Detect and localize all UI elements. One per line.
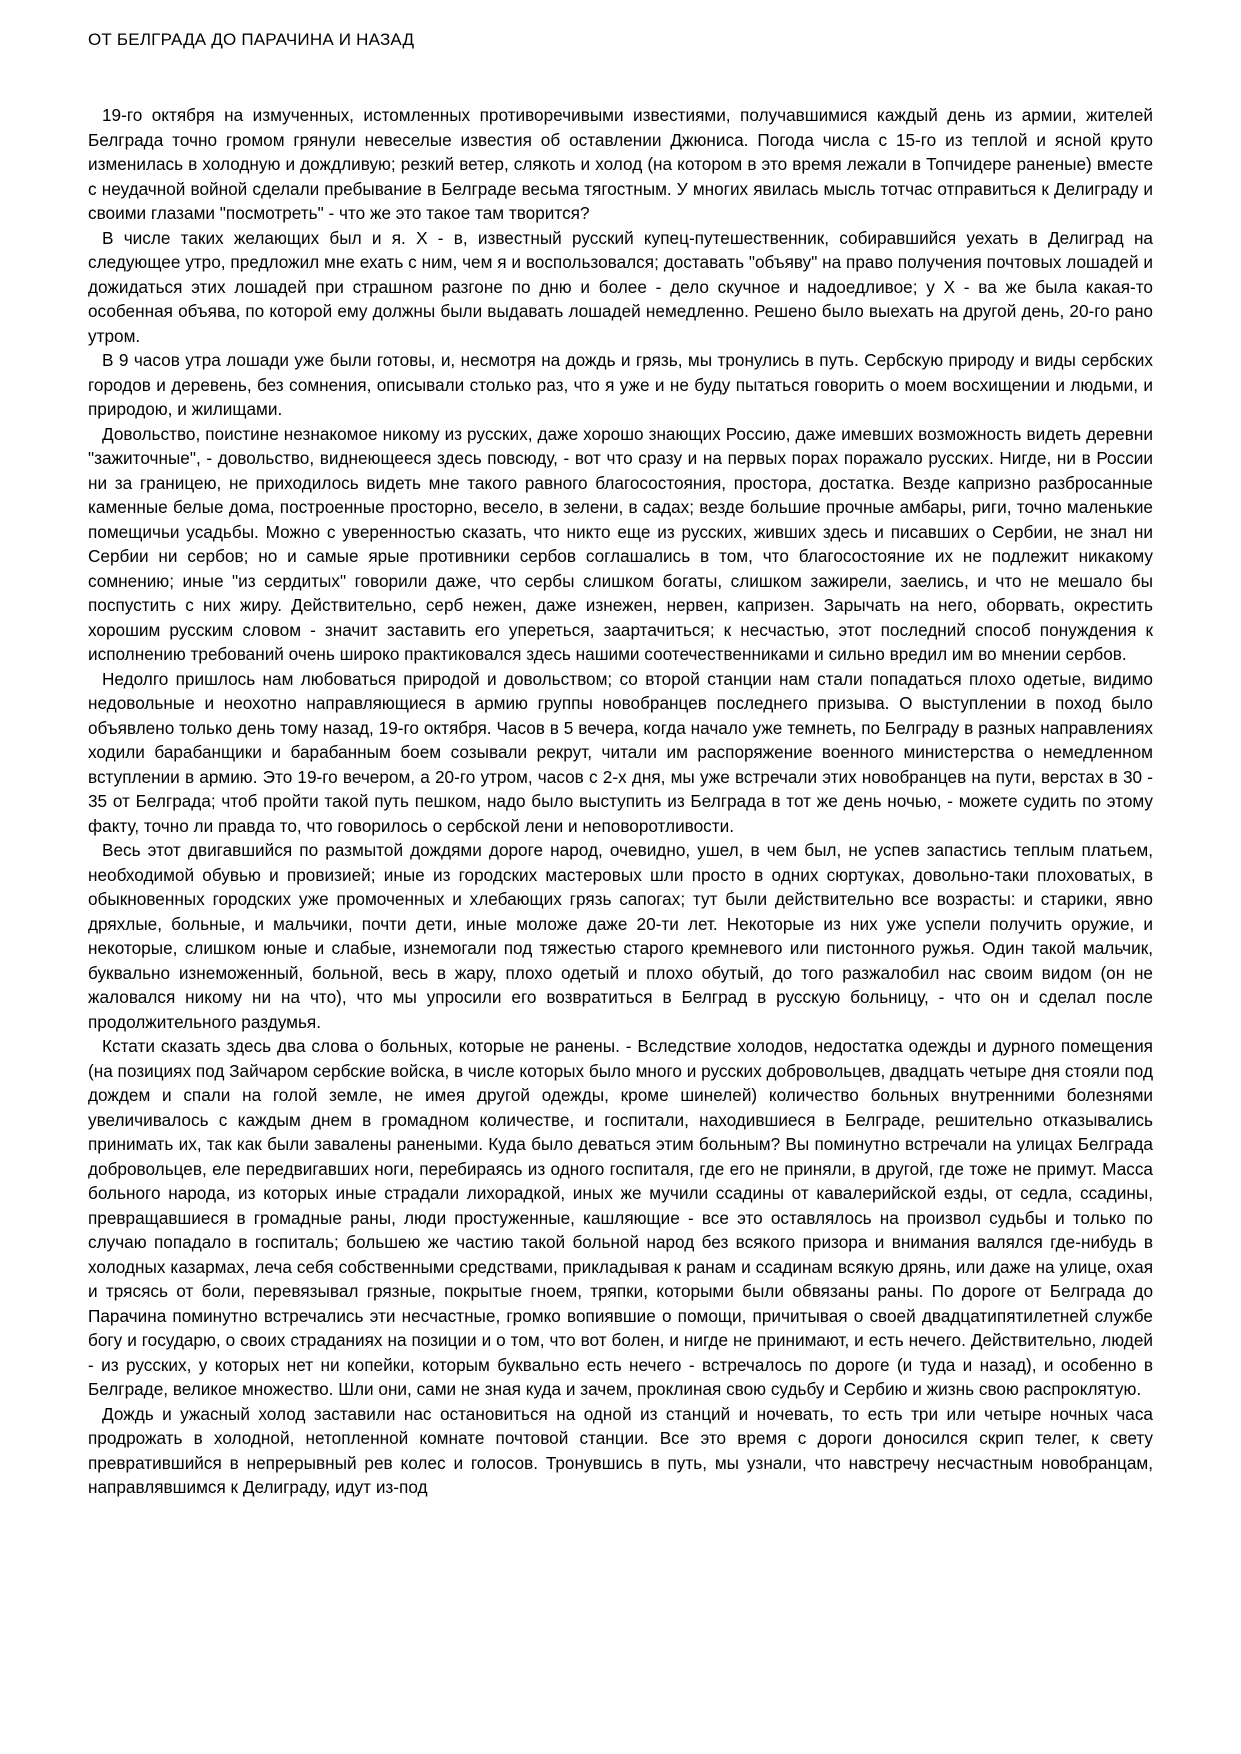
paragraph: Недолго пришлось нам любоваться природой и довольством; со второй станции нам стали попадаться плохо одетые, видимо недовольные и неохотно направляющиеся в армию группы новобранцев последнего призыва. О выступлении в поход было объявлено только день тому назад, 19-го октября. Часов в 5 вечера, когда начало уже темнеть, по Белграду в разных направлениях ходили барабанщики и барабанным боем созывали рекрут, читали им распоряжение военного министерства о немедленном вступлении в армию. Это 19-го вечером, а 20-го утром, часов с 2-х дня, мы уже встречали этих новобранцев на пути, верстах в 30 - 35 от Белграда; чтоб пройти такой путь пешком, надо было выступить из Белграда в тот же день ночью, - можете судить по этому факту, точно ли правда то, что говорилось о сербской лени и неповоротливости. <box>88 668 1153 836</box>
paragraph: Дождь и ужасный холод заставили нас остановиться на одной из станций и ночевать, то есть три или четыре ночных часа продрожать в холодной, нетопленной комнате почтовой станции. Все это время с дороги доносился скрип телег, к свету превратившийся в непрерывный рев колес и голосов. Тронувшись в путь, мы узнали, что навстречу несчастным новобранцам, направлявшимся к Делиграду, идут из-под <box>88 1403 1153 1497</box>
paragraph: 19-го октября на измученных, истомленных противоречивыми известиями, получавшимися каждый день из армии, жителей Белграда точно громом грянули невеселые известия об оставлении Джюниса. Погода числа с 15-го из теплой и ясной круто изменилась в холодную и дождливую; резкий ветер, слякоть и холод (на котором в это время лежали в Топчидере раненые) вместе с неудачной войной сделали пребывание в Белграде весьма тягостным. У многих явилась мысль тотчас отправиться к Делиграду и своими глазами "посмотреть" - что же это такое там творится? <box>88 105 1153 223</box>
paragraph: В 9 часов утра лошади уже были готовы, и, несмотря на дождь и грязь, мы тронулись в путь. Сербскую природу и виды сербских городов и деревень, без сомнения, описывали столько раз, что я уже и не буду пытаться говорить о моем восхищении и людьми, и природою, и жилищами. <box>88 350 1153 419</box>
paragraph: Довольство, поистине незнакомое никому из русских, даже хорошо знающих Россию, даже имевших возможность видеть деревни "зажиточные", - довольство, виднеющееся здесь повсюду, - вот что сразу и на первых порах поражало русских. Нигде, ни в России ни за границею, не приходилось видеть мне такого равного благосостояния, простора, достатка. Везде капризно разбросанные каменные белые дома, построенные просторно, весело, в зелени, в садах; везде большие прочные амбары, риги, точно маленькие помещичьи усадьбы. Можно с уверенностью сказать, что никто еще из русских, живших здесь и писавших о Сербии, не знал ни Сербии ни сербов; но и самые ярые противники сербов соглашались в том, что благосостояние их не подлежит никакому сомнению; иные "из сердитых" говорили даже, что сербы слишком богаты, слишком зажирели, заелись, и что не мешало бы поспустить с них жиру. Действительно, серб нежен, даже изнежен, нервен, капризен. Зарычать на него, оборвать, окрестить хорошим русским словом - значит заставить его упереться, заартачиться; к несчастью, этот последний способ понуждения к исполнению требований очень широко практиковался здесь нашими соотечественниками и сильно вредил им во мнении сербов. <box>88 423 1153 664</box>
paragraph: В числе таких желающих был и я. Х - в, известный русский купец-путешественник, собиравшийся уехать в Делиград на следующее утро, предложил мне ехать с ним, чем я и воспользовался; доставать "объяву" на право получения почтовых лошадей и дожидаться этих лошадей при страшном разгоне по дню и более - дело скучное и надоедливое; у Х - ва же была какая-то особенная объява, по которой ему должны были выдавать лошадей немедленно. Решено было выехать на другой день, 20-го рано утром. <box>88 227 1153 346</box>
article-body <box>88 103 1153 1500</box>
paragraph: Кстати сказать здесь два слова о больных, которые не ранены. - Вследствие холодов, недостатка одежды и дурного помещения (на позициях под Зайчаром сербские войска, в числе которых было много и русских добровольцев, двадцать четыре дня стояли под дождем и спали на голой земле, не имея другой одежды, кроме шинелей) количество больных внутренними болезнями увеличивалось с каждым днем в громадном количестве, и госпитали, находившиеся в Белграде, решительно отказывались принимать их, так как были завалены ранеными. Куда было деваться этим больным? Вы поминутно встречали на улицах Белграда добровольцев, еле передвигавших ноги, перебираясь из одного госпиталя, где его не приняли, в другой, где тоже не примут. Масса больного народа, из которых иные страдали лихорадкой, иных же мучили ссадины от кавалерийской езды, от седла, ссадины, превращавшиеся в громадные раны, люди простуженные, кашляющие - все это оставлялось на произвол судьбы и только по случаю попадало в госпиталь; большею же частию такой больной народ без всякого призора и внимания валялся где-нибудь в холодных казармах, леча себя собственными средствами, прикладывая к ранам и ссадинам всякую дрянь, или даже на улице, охая и трясясь от боли, перевязывал грязные, покрытые гноем, тряпки, которыми были обвязаны раны. По дороге от Белграда до Парачина поминутно встречались эти несчастные, громко вопиявшие о помощи, причитывая о своей двадцатипятилетней службе богу и государю, о своих страданиях на позиции и о том, что вот болен, и нигде не принимают, и есть нечего. Действительно, людей - из русских, у которых нет ни копейки, которым буквально есть нечего - встречалось по дороге (и туда и назад), и особенно в Белграде, великое множество. Шли они, сами не зная куда и зачем, проклиная свою судьбу и Сербию и жизнь свою распроклятую. <box>88 1036 1153 1399</box>
page-title: ОТ БЕЛГРАДА ДО ПАРАЧИНА И НАЗАД <box>88 30 415 49</box>
paragraph: Весь этот двигавшийся по размытой дождями дороге народ, очевидно, ушел, в чем был, не успев запастись теплым платьем, необходимой обувью и провизией; иные из городских мастеровых шли просто в одних сюртуках, довольно-таки плоховатых, в обыкновенных городских уже промоченных и хлебающих грязь сапогах; тут были действительно все возрасты: и старики, явно дряхлые, больные, и мальчики, почти дети, иные моложе даже 20-ти лет. Некоторые из них уже успели получить оружие, и некоторые, слишком юные и слабые, изнемогали под тяжестью старого кремневого или пистонного ружья. Один такой мальчик, буквально изнеможенный, больной, весь в жару, плохо одетый и плохо обутый, до того разжалобил нас своим видом (он не жаловался никому ни на что), что мы упросили его возвратиться в Белград в русскую больницу, - что он и сделал после продолжительного раздумья. <box>88 840 1153 1032</box>
